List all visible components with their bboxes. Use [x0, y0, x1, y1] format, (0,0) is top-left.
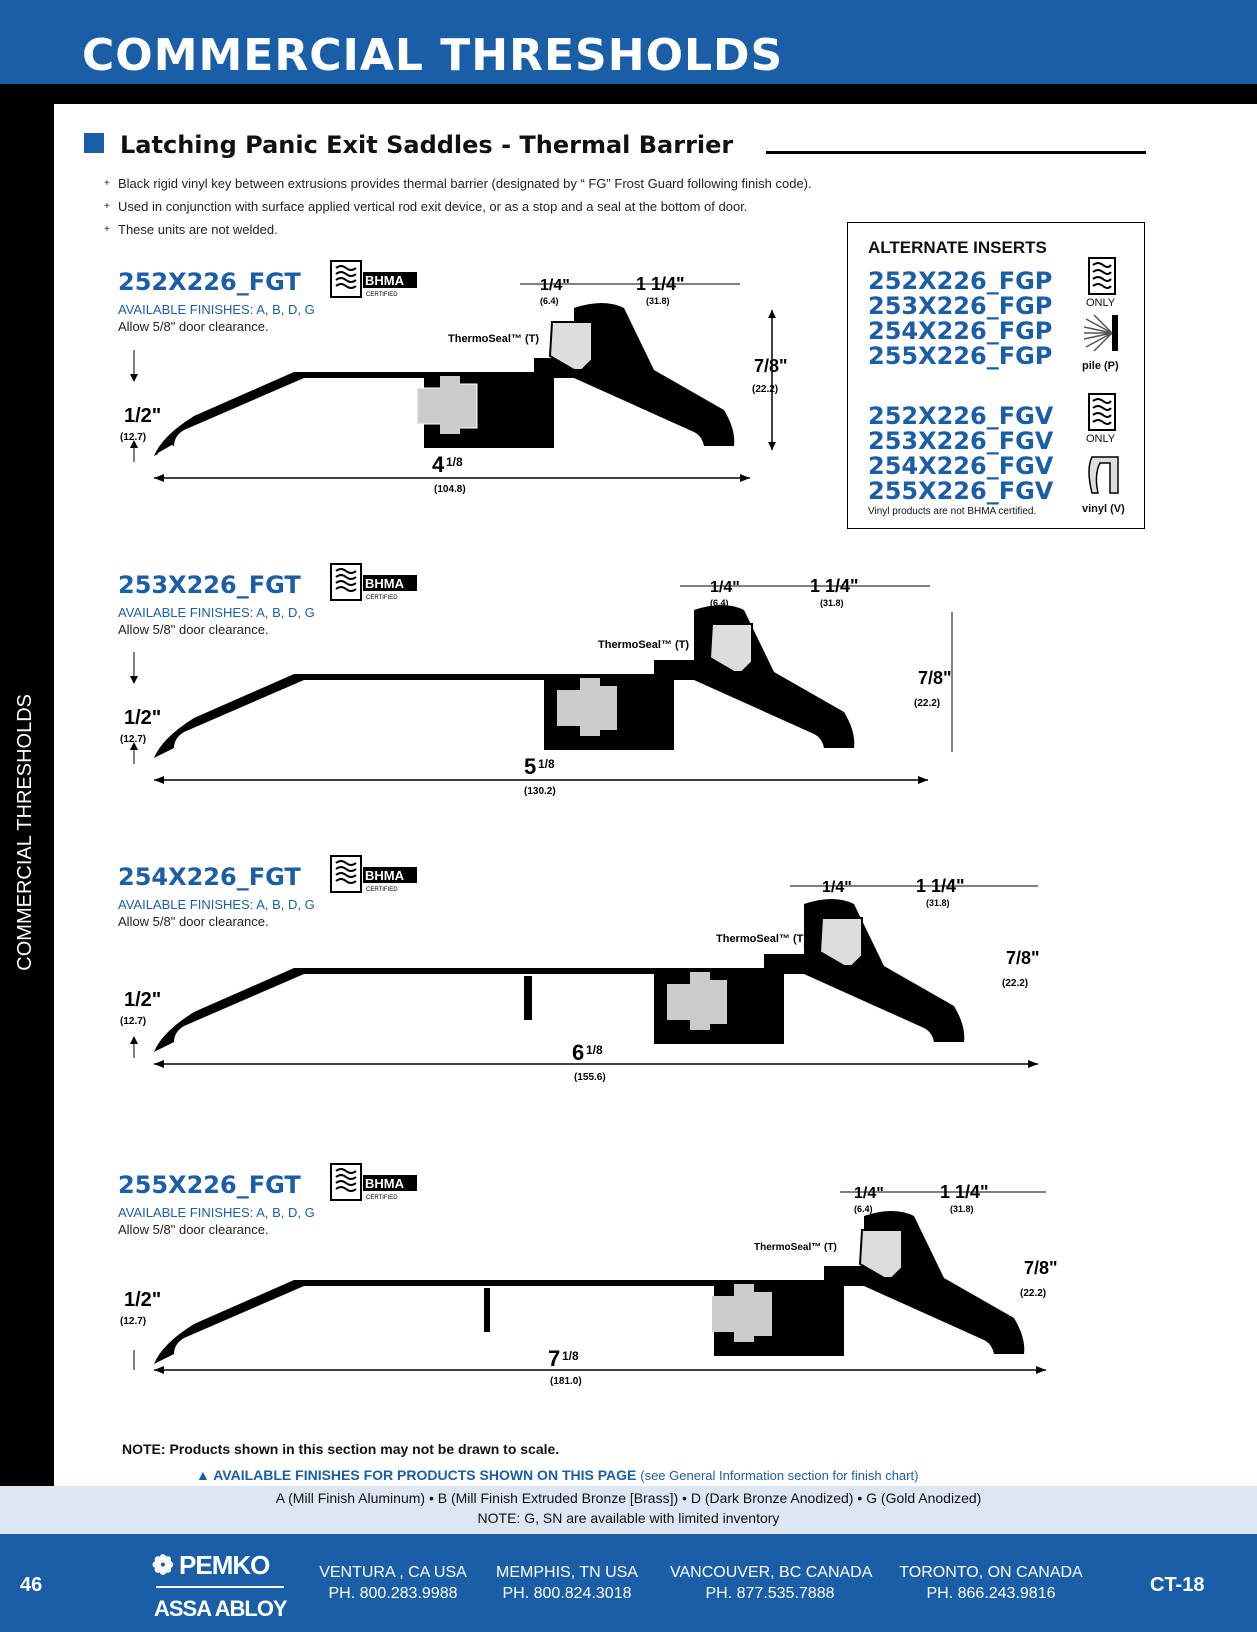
dim-seal-width: 1/4": [540, 277, 570, 294]
dim-height-mm: (22.2): [1002, 978, 1029, 989]
finish-band: [0, 1486, 1257, 1534]
finish-list: A (Mill Finish Aluminum) • B (Mill Finish Extruded Bronze [Brass]) • D (Dark Bronze Anodized) • G (Gold Anodized): [275, 1490, 982, 1506]
only-label: ONLY: [1086, 433, 1116, 445]
dim-seal-width-mm: (6.4): [854, 1204, 873, 1214]
dim-overall-width: 5: [524, 754, 537, 779]
dim-seal-width-mm: (6.4): [822, 898, 841, 908]
office-city: TORONTO, ON CANADA: [899, 1564, 1083, 1581]
office-toronto: [896, 1562, 1086, 1604]
office-phone: PH. 866.243.9816: [926, 1585, 1056, 1602]
dim-stop-width-mm: (31.8): [820, 598, 844, 608]
limited-note: NOTE: G, SN are available with limited inventory: [477, 1510, 780, 1526]
feature-item: + These units are not welded.: [118, 218, 812, 241]
scale-note: NOTE: Products shown in this section may not be drawn to scale.: [122, 1441, 560, 1457]
dim-ramp-height-mm: (12.7): [120, 1016, 147, 1027]
header-divider: [0, 84, 1257, 104]
dim-seal-width-mm: (6.4): [710, 598, 729, 608]
dim-overall-frac: 1/8: [562, 1349, 579, 1363]
office-phone: PH. 877.535.7888: [705, 1585, 835, 1602]
door-clearance: Allow 5/8" door clearance.: [118, 622, 269, 637]
door-clearance: Allow 5/8" door clearance.: [118, 319, 269, 334]
dim-height-mm: (22.2): [914, 698, 941, 709]
brand-name: ❁ PEMKO: [152, 1550, 270, 1580]
vinyl-code: 253X226_FGV: [868, 427, 1054, 455]
dim-ramp-height: 1/2": [124, 1289, 162, 1311]
bhma-mini-icon: [1088, 393, 1118, 433]
profile-drawing-255: [120, 1178, 1060, 1414]
dim-height: 7/8": [754, 356, 788, 376]
dim-overall-frac: 1/8: [446, 455, 463, 469]
available-finishes: AVAILABLE FINISHES: A, B, D, G: [118, 302, 315, 317]
dim-overall-frac: 1/8: [538, 757, 555, 771]
available-finishes: AVAILABLE FINISHES: A, B, D, G: [118, 897, 315, 912]
model-code: 253X226_FGT: [118, 571, 301, 599]
dim-stop-width: 1 1/4": [916, 876, 965, 896]
available-finishes: AVAILABLE FINISHES: A, B, D, G: [118, 605, 315, 620]
dim-stop-width-mm: (31.8): [646, 296, 670, 306]
seal-label: ThermoSeal™ (T): [754, 1242, 837, 1253]
dim-ramp-height: 1/2": [124, 405, 162, 427]
header-banner: [0, 0, 1257, 84]
pile-code: 252X226_FGP: [868, 267, 1053, 295]
vinyl-code: 252X226_FGV: [868, 402, 1054, 430]
dim-height: 7/8": [1006, 948, 1040, 968]
seal-label: ThermoSeal™ (T): [598, 639, 690, 651]
dim-stop-width-mm: (31.8): [950, 1204, 974, 1214]
dim-height-mm: (22.2): [1020, 1288, 1047, 1299]
dim-overall-mm: (104.8): [434, 484, 466, 495]
bhma-sub: CERTIFIED: [366, 887, 398, 893]
dim-overall-width: 6: [572, 1040, 585, 1065]
logo-divider: [156, 1586, 284, 1588]
feature-item: + Used in conjunction with surface applied vertical rod exit device, or as a stop and a seal at the bottom of door.: [118, 195, 812, 218]
seal-label: ThermoSeal™ (T): [448, 333, 540, 345]
triangle-icon: ▲: [196, 1467, 214, 1483]
profile-drawing-253: [120, 572, 952, 812]
dim-seal-width: 1/4": [822, 879, 852, 896]
vinyl-label: vinyl (V): [1082, 503, 1125, 515]
model-code: 252X226_FGT: [118, 268, 301, 296]
section-title: Latching Panic Exit Saddles - Thermal Barrier: [120, 131, 734, 159]
vinyl-code-list: [868, 404, 1053, 504]
office-ventura: [318, 1562, 468, 1604]
door-clearance: Allow 5/8" door clearance.: [118, 914, 269, 929]
page-title: COMMERCIAL THRESHOLDS: [82, 30, 784, 81]
dim-overall-width: 7: [548, 1346, 561, 1371]
office-phone: PH. 800.824.3018: [502, 1585, 632, 1602]
side-tab: [0, 104, 54, 1534]
bhma-text: BHMA: [365, 576, 404, 591]
pile-label: pile (P): [1082, 360, 1119, 372]
pile-insert-icon: [1082, 313, 1128, 353]
bhma-text: BHMA: [365, 1176, 404, 1191]
alternate-inserts-box: [847, 222, 1145, 529]
dim-overall-frac: 1/8: [586, 1043, 603, 1057]
office-city: VENTURA , CA USA: [319, 1564, 467, 1581]
dim-overall-mm: (155.6): [574, 1072, 606, 1083]
feature-item: + Black rigid vinyl key between extrusions provides thermal barrier (designated by “ FG” Frost Guard following finish code).: [118, 172, 812, 195]
side-tab-label: COMMERCIAL THRESHOLDS: [14, 694, 36, 971]
vinyl-code: 255X226_FGV: [868, 477, 1054, 505]
available-sub: (see General Information section for finish chart): [640, 1468, 919, 1483]
bhma-mini-icon: [1088, 257, 1118, 297]
available-finishes: AVAILABLE FINISHES: A, B, D, G: [118, 1205, 315, 1220]
dim-height: 7/8": [1024, 1258, 1058, 1278]
dim-seal-width: 1/4": [854, 1185, 884, 1202]
alternate-inserts-title: ALTERNATE INSERTS: [868, 238, 1047, 257]
available-title: AVAILABLE FINISHES FOR PRODUCTS SHOWN ON THIS PAGE: [213, 1467, 637, 1483]
section-rule: [766, 151, 1146, 154]
pile-code: 255X226_FGP: [868, 342, 1053, 370]
dim-ramp-height: 1/2": [124, 707, 162, 729]
feature-list: [118, 172, 812, 241]
dim-ramp-height-mm: (12.7): [120, 432, 147, 443]
footer: [0, 1534, 1257, 1632]
available-finishes-heading: [196, 1467, 918, 1483]
parent-brand: ASSA ABLOY: [154, 1596, 287, 1621]
dim-stop-width: 1 1/4": [636, 274, 685, 294]
dim-ramp-height-mm: (12.7): [120, 734, 147, 745]
section-square-icon: [84, 133, 104, 153]
page-number: 46: [20, 1574, 43, 1596]
bhma-sub: CERTIFIED: [366, 1195, 398, 1201]
office-vancouver: [670, 1562, 873, 1604]
vinyl-insert-icon: [1084, 451, 1124, 499]
model-code: 255X226_FGT: [118, 1171, 301, 1199]
vinyl-code: 254X226_FGV: [868, 452, 1054, 480]
dim-ramp-height: 1/2": [124, 989, 162, 1011]
bhma-text: BHMA: [365, 868, 404, 883]
dim-height-mm: (22.2): [752, 384, 779, 395]
model-code: 254X226_FGT: [118, 863, 301, 891]
profile-drawing-252: [120, 270, 820, 510]
bhma-sub: CERTIFIED: [366, 595, 398, 601]
door-clearance: Allow 5/8" door clearance.: [118, 1222, 269, 1237]
page-code: CT-18: [1150, 1574, 1205, 1596]
dim-seal-width: 1/4": [710, 579, 740, 596]
dim-overall-mm: (130.2): [524, 786, 556, 797]
dim-overall-width: 4: [432, 452, 445, 477]
office-city: VANCOUVER, BC CANADA: [670, 1564, 873, 1581]
dim-ramp-height-mm: (12.7): [120, 1316, 147, 1327]
office-city: MEMPHIS, TN USA: [496, 1564, 638, 1581]
office-memphis: [492, 1562, 642, 1604]
seal-label: ThermoSeal™ (T): [716, 933, 808, 945]
pile-code: 254X226_FGP: [868, 317, 1053, 345]
bhma-text: BHMA: [365, 273, 404, 288]
pile-code: 253X226_FGP: [868, 292, 1053, 320]
dim-height: 7/8": [918, 668, 952, 688]
dim-stop-width: 1 1/4": [940, 1182, 989, 1202]
bhma-sub: CERTIFIED: [366, 292, 398, 298]
pile-code-list: [868, 269, 1052, 369]
dim-stop-width-mm: (31.8): [926, 898, 950, 908]
office-phone: PH. 800.283.9988: [328, 1585, 458, 1602]
vinyl-note: Vinyl products are not BHMA certified.: [868, 506, 1037, 517]
brand-logo: [152, 1546, 292, 1626]
dim-seal-width-mm: (6.4): [540, 296, 559, 306]
only-label: ONLY: [1086, 297, 1116, 309]
dim-stop-width: 1 1/4": [810, 576, 859, 596]
profile-drawing-254: [120, 866, 1050, 1102]
dim-overall-mm: (181.0): [550, 1376, 582, 1387]
